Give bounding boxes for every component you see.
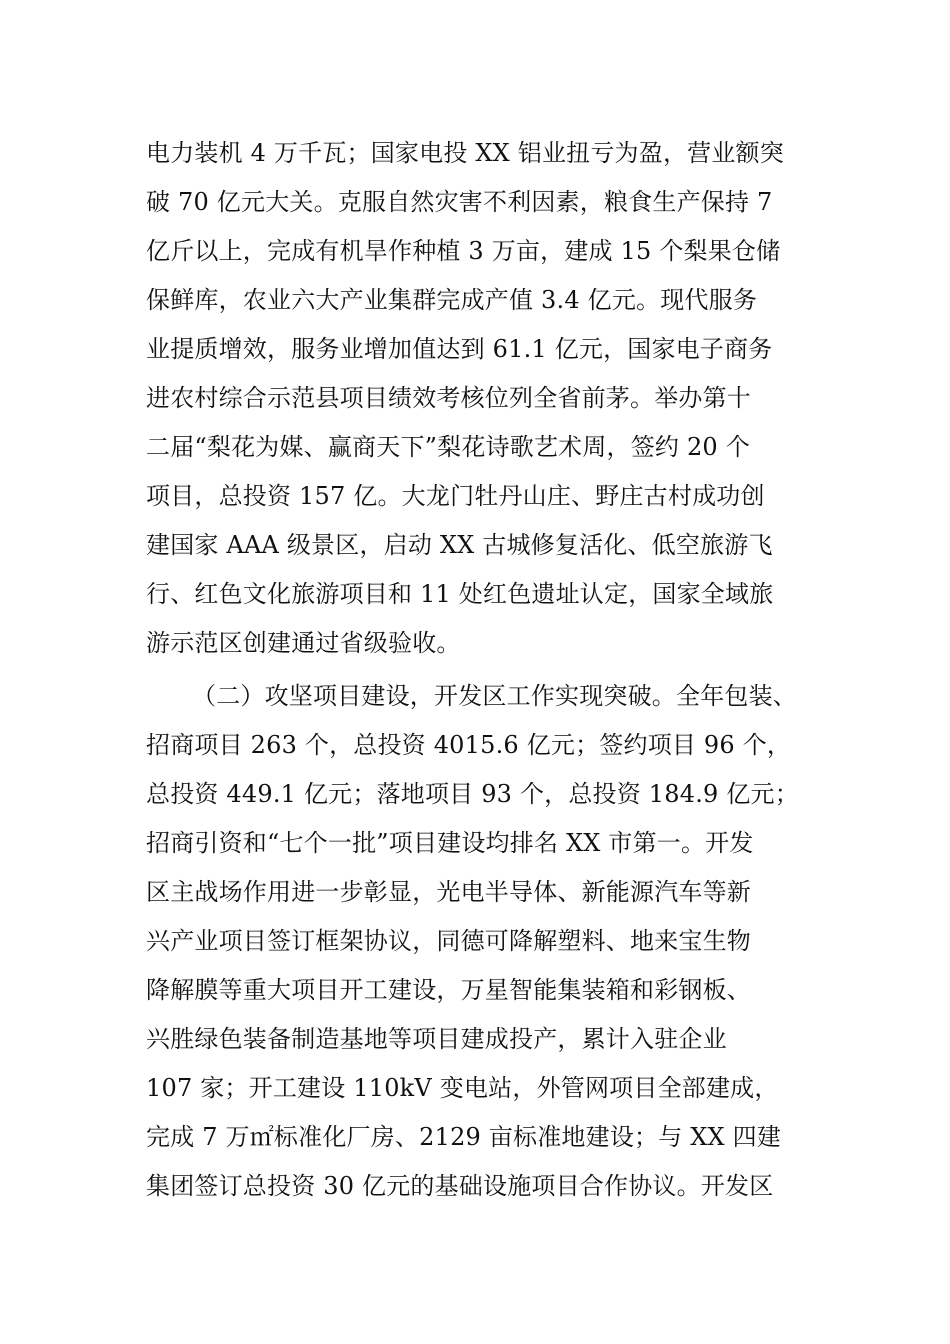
text-line-3: 亿斤以上，完成有机旱作种植 3 万亩，建成 15 个梨果仓储	[146, 237, 781, 265]
text-line-2: 破 70 亿元大关。克服自然灾害不利因素，粮食生产保持 7	[146, 188, 773, 216]
text-line-10: 行、红色文化旅游项目和 11 处红色遗址认定，国家全域旅	[146, 580, 774, 608]
text-line-21: 完成 7 万㎡标准化厂房、2129 亩标准地建设；与 XX 四建	[146, 1123, 782, 1151]
text-line-18: 降解膜等重大项目开工建设，万星智能集装箱和彩钢板、	[146, 976, 751, 1004]
text-line-16: 区主战场作用进一步彰显，光电半导体、新能源汽车等新	[146, 878, 751, 906]
text-line-22: 集团签订总投资 30 亿元的基础设施项目合作协议。开发区	[146, 1172, 774, 1200]
section-heading-line: （二）攻坚项目建设，开发区工作实现突破。全年包装、	[192, 682, 797, 710]
text-line-9: 建国家 AAA 级景区，启动 XX 古城修复活化、低空旅游飞	[146, 531, 773, 559]
text-line-20: 107 家；开工建设 110kV 变电站，外管网项目全部建成，	[146, 1074, 779, 1102]
text-line-6: 进农村综合示范县项目绩效考核位列全省前茅。举办第十	[146, 384, 751, 412]
text-line-7: 二届“梨花为媒、赢商天下”梨花诗歌艺术周，签约 20 个	[146, 433, 750, 461]
text-line-8: 项目，总投资 157 亿。大龙门牡丹山庄、野庄古村成功创	[146, 482, 765, 510]
text-line-11: 游示范区创建通过省级验收。	[146, 629, 461, 657]
text-line-4: 保鲜库，农业六大产业集群完成产值 3.4 亿元。现代服务	[146, 286, 758, 314]
text-line-17: 兴产业项目签订框架协议，同德可降解塑料、地来宝生物	[146, 927, 751, 955]
text-line-5: 业提质增效，服务业增加值达到 61.1 亿元，国家电子商务	[146, 335, 773, 363]
text-line-1: 电力装机 4 万千瓦；国家电投 XX 铝业扭亏为盈，营业额突	[146, 139, 784, 167]
text-line-14: 总投资 449.1 亿元；落地项目 93 个，总投资 184.9 亿元；	[146, 780, 799, 808]
text-line-19: 兴胜绿色装备制造基地等项目建成投产，累计入驻企业	[146, 1025, 727, 1053]
text-line-15: 招商引资和“七个一批”项目建设均排名 XX 市第一。开发	[146, 829, 754, 857]
text-line-13: 招商项目 263 个，总投资 4015.6 亿元；签约项目 96 个，	[146, 731, 792, 759]
